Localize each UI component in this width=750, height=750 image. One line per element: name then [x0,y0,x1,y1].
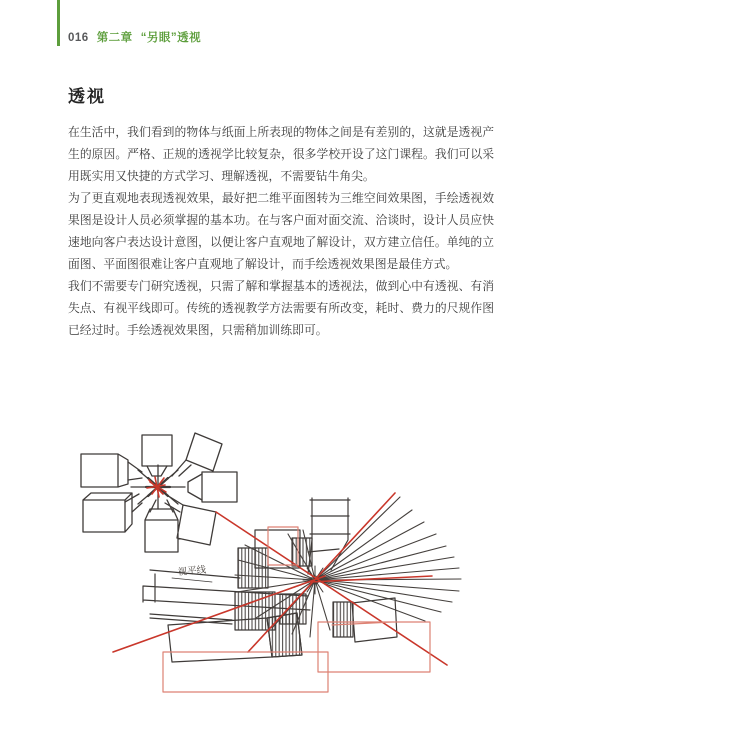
perspective-sketch-svg [60,412,500,712]
perspective-figure [60,412,500,712]
body-paragraph: 在生活中，我们看到的物体与纸面上所表现的物体之间是有差别的，这就是透视产生的原因。严格、正规的透视学比较复杂，很多学校开设了这门课程。我们可以采用既实用又快捷的方式学习、理解透视，不需要钻牛角尖。 [68,125,494,183]
horizon-line-label: 视平线 [177,564,207,578]
cube-cluster-sketch [81,433,237,552]
body-text [68,121,494,341]
body-paragraph: 为了更直观地表现透视效果，最好把二维平面图转为三维空间效果图，手绘透视效果图是设计人员必须掌握的基本功。在与客户面对面交流、洽谈时，设计人员应快速地向客户表达设计意图，以便让客户直观地了解设计，双方建立信任。单纯的立面图、平面图很难让客户直观地了解设计，而手绘透视效果图是最佳方式。 [68,191,494,271]
horizon-label-underline [172,578,212,582]
page-header [68,29,201,45]
tower-structure [308,498,350,574]
hatched-panel [333,602,353,637]
page-number: 016 [68,32,89,44]
cube-outlines [81,433,237,552]
body-paragraph: 我们不需要专门研究透视，只需了解和掌握基本的透视法，做到心中有透视、有消失点、有视平线即可。传统的透视教学方法需要有所改变，耗时、费力的尺规作图已经过时。手绘透视效果图，只需稍加训练即可。 [68,279,494,337]
section-title: 透视 [68,87,106,106]
hatched-box-side [267,613,302,657]
chapter-label: 第二章 [96,32,133,44]
chapter-title: “另眼”透视 [140,32,202,44]
chapter-accent-bar [57,0,60,46]
hatched-panel [292,538,312,566]
room-perspective-sketch [113,493,461,692]
right-cabinet-box [352,598,397,642]
